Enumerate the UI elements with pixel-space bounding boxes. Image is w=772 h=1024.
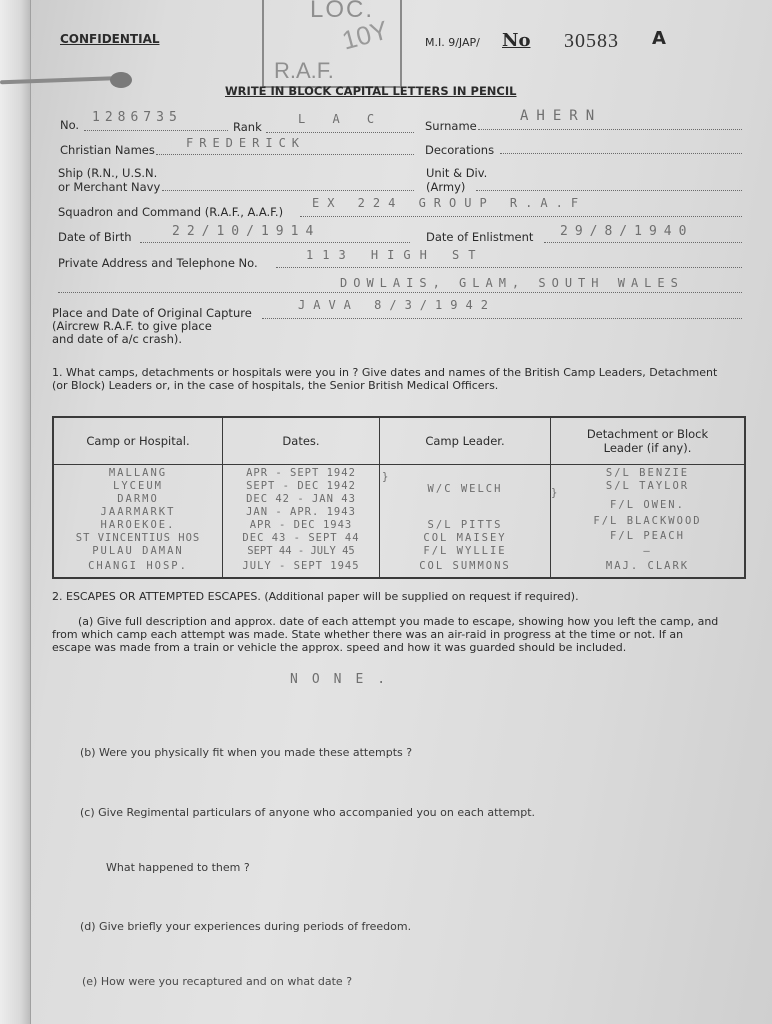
ref-label: M.I. 9/JAP/: [425, 36, 480, 49]
squadron-label: Squadron and Command (R.A.F., A.A.F.): [58, 205, 284, 219]
confidential-label: CONFIDENTIAL: [60, 32, 160, 46]
service-number: 1286735: [92, 110, 182, 125]
camp-1: MALLANG: [108, 467, 168, 479]
camp-2: LYCEUM: [113, 480, 163, 492]
leader-2: S/L PITTS: [427, 519, 503, 531]
detachment-7: MAJ. CLARK: [605, 560, 690, 572]
q2c: (c) Give Regimental particulars of anyone who accompanied you on each attempt.: [80, 806, 536, 819]
q2d: (d) Give briefly your experiences during periods of freedom.: [80, 920, 412, 933]
date-5: APR - DEC 1943: [249, 519, 353, 531]
surname-value: AHERN: [520, 108, 603, 124]
col-header-detachment: Detachment or Block Leader (if any).: [551, 417, 746, 465]
serial-number: 30583: [564, 30, 619, 52]
q1-line-2: (or Block) Leaders or, in the case of hospitals, the Senior British Medical Officers.: [52, 379, 499, 392]
surname-label: Surname: [425, 119, 477, 133]
capture-label-2: (Aircrew R.A.F. to give place: [52, 319, 212, 333]
date-4: JAN - APR. 1943: [246, 506, 356, 518]
unit-label-2: (Army): [426, 180, 466, 194]
date-3: DEC 42 - JAN 43: [246, 493, 356, 505]
pencil-instruction: WRITE IN BLOCK CAPITAL LETTERS IN PENCIL: [225, 84, 517, 98]
date-6: DEC 43 - SEPT 44: [242, 532, 360, 544]
loc-stamp: [262, 0, 402, 88]
ship-label-1: Ship (R.N., U.S.N.: [58, 166, 158, 180]
ship-label-2: or Merchant Navy: [58, 180, 161, 194]
camp-6: ST VINCENTIUS HOS: [75, 532, 201, 544]
leader-3: COL MAISEY: [423, 532, 507, 544]
detachment-5: F/L PEACH: [610, 530, 685, 542]
q1-line-1: 1. What camps, detachments or hospitals were you in ? Give dates and names of the British Camp Leaders, Detachment: [52, 366, 718, 379]
col-header-camp: Camp or Hospital.: [53, 417, 223, 465]
leader-1: W/C WELCH: [427, 483, 503, 495]
date-7: SEPT 44 - JULY 45: [247, 545, 355, 557]
q2-title: 2. ESCAPES OR ATTEMPTED ESCAPES. (Additional paper will be supplied on request if required).: [52, 590, 579, 603]
detachment-column: [551, 465, 746, 579]
leader-4: F/L WYLLIE: [423, 545, 507, 557]
dob-value: 22/10/1914: [172, 224, 321, 239]
stamp-bottom-text: R.A.F.: [274, 58, 334, 83]
camp-3: DARMO: [117, 493, 159, 505]
stamp-mark: 10Y: [338, 14, 392, 56]
capture-value: JAVA 8/3/1942: [298, 298, 496, 312]
address-label: Private Address and Telephone No.: [58, 256, 258, 270]
stamp-top-text: LOC.: [310, 0, 375, 23]
leader-column: [380, 465, 551, 579]
q2a-line-1: (a) Give full description and approx. date of each attempt you made to escape, showing how you left the camp, and: [78, 615, 719, 628]
no-symbol: No: [502, 30, 531, 51]
detachment-4: F/L BLACKWOOD: [593, 515, 702, 527]
capture-label-1: Place and Date of Original Capture: [52, 306, 252, 320]
binding-knot: [110, 72, 132, 88]
date-8: JULY - SEPT 1945: [242, 560, 360, 572]
detachment-6: —: [643, 545, 652, 557]
camps-table: [52, 416, 746, 579]
enlistment-value: 29/8/1940: [560, 224, 694, 239]
camp-5: HAROEKOE.: [100, 519, 176, 531]
rank-value: L A C: [298, 112, 385, 126]
unit-label-1: Unit & Div.: [426, 166, 488, 180]
squadron-value: EX 224 GROUP R.A.F: [312, 196, 587, 210]
q2b: (b) Were you physically fit when you made these attempts ?: [80, 746, 413, 759]
rank-label: Rank: [233, 120, 262, 134]
address-line-1: 113 HIGH ST: [306, 248, 485, 262]
camp-8: CHANGI HOSP.: [88, 560, 188, 572]
q2c-follow: What happened to them ?: [106, 861, 250, 874]
detachment-1: S/L BENZIE: [605, 467, 690, 479]
binding-strip: [0, 0, 31, 1024]
capture-label-3: and date of a/c crash).: [52, 332, 183, 346]
date-1: APR - SEPT 1942: [246, 467, 356, 479]
camp-7: PULAU DAMAN: [92, 545, 184, 557]
detachment-3: F/L OWEN.: [610, 499, 685, 511]
detachment-2: S/L TAYLOR: [605, 480, 690, 492]
dates-column: [223, 465, 380, 579]
col-header-dates: Dates.: [223, 417, 380, 465]
q2e: (e) How were you recaptured and on what date ?: [82, 975, 353, 988]
christian-names-label: Christian Names: [60, 143, 155, 157]
dob-label: Date of Birth: [58, 230, 132, 244]
escape-answer: NONE.: [290, 672, 400, 687]
no-label: No.: [60, 118, 80, 132]
camps-column: [53, 465, 223, 579]
form-letter: A: [652, 28, 666, 49]
date-2: SEPT - DEC 1942: [246, 480, 356, 492]
detachment-brace: }: [551, 487, 560, 499]
col-header-leader: Camp Leader.: [380, 417, 551, 465]
leader-brace: }: [382, 471, 391, 483]
camp-4: JAARMARKT: [100, 506, 176, 518]
q2a-line-3: escape was made from a train or vehicle the approx. speed and how it was guarded should be included.: [52, 641, 627, 654]
christian-names-value: FREDERICK: [186, 136, 306, 150]
q2a-line-2: from which camp each attempt was made. State whether there was an air-raid in progress at the time or not. If an: [52, 628, 684, 641]
leader-5: COL SUMMONS: [419, 560, 511, 572]
enlistment-label: Date of Enlistment: [426, 230, 534, 244]
address-line-2: DOWLAIS, GLAM, SOUTH WALES: [340, 276, 684, 290]
decorations-label: Decorations: [425, 143, 495, 157]
